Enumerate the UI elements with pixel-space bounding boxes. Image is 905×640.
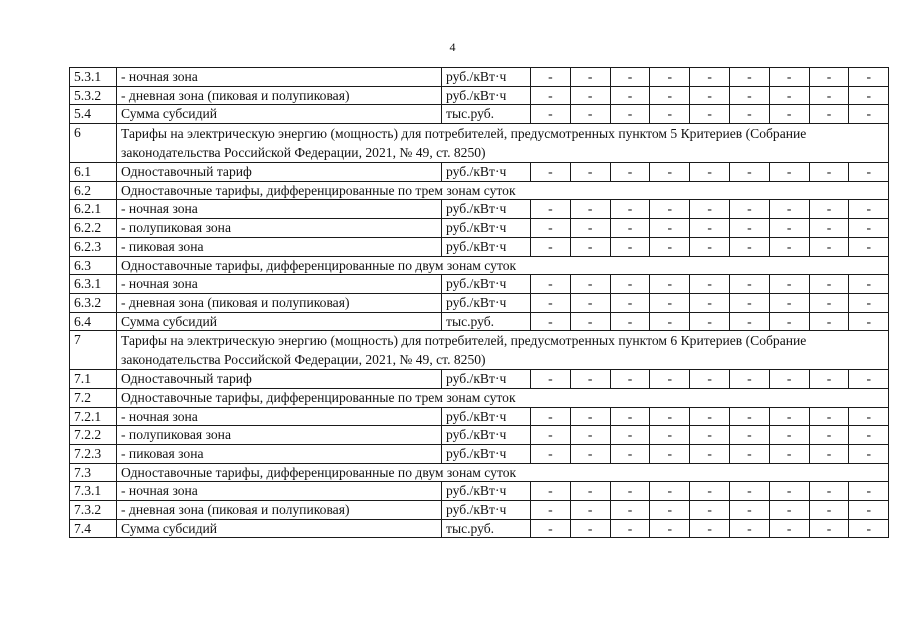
value-cell: - bbox=[610, 519, 650, 538]
value-cell: - bbox=[769, 312, 809, 331]
value-cell: - bbox=[809, 68, 849, 87]
row-name-cell: Сумма субсидий bbox=[117, 105, 442, 124]
row-number-cell: 6.1 bbox=[70, 163, 117, 182]
row-number-cell: 5.4 bbox=[70, 105, 117, 124]
value-cell: - bbox=[729, 482, 769, 501]
value-cell: - bbox=[610, 86, 650, 105]
value-cell: - bbox=[769, 426, 809, 445]
table-heading-row bbox=[70, 124, 889, 163]
value-cell: - bbox=[650, 275, 690, 294]
table-row bbox=[70, 275, 889, 294]
value-cell: - bbox=[650, 312, 690, 331]
value-cell: - bbox=[650, 501, 690, 520]
value-cell: - bbox=[570, 482, 610, 501]
value-cell: - bbox=[531, 105, 571, 124]
row-number-cell: 7.2 bbox=[70, 388, 117, 407]
table-heading-row bbox=[70, 331, 889, 370]
row-name-cell: - полупиковая зона bbox=[117, 219, 442, 238]
value-cell: - bbox=[729, 501, 769, 520]
value-cell: - bbox=[570, 519, 610, 538]
table-row bbox=[70, 370, 889, 389]
value-cell: - bbox=[809, 200, 849, 219]
value-cell: - bbox=[650, 219, 690, 238]
value-cell: - bbox=[650, 519, 690, 538]
value-cell: - bbox=[809, 219, 849, 238]
value-cell: - bbox=[729, 370, 769, 389]
value-cell: - bbox=[531, 200, 571, 219]
table-row bbox=[70, 200, 889, 219]
value-cell: - bbox=[809, 293, 849, 312]
row-name-cell: - пиковая зона bbox=[117, 237, 442, 256]
value-cell: - bbox=[531, 426, 571, 445]
value-cell: - bbox=[849, 445, 889, 464]
value-cell: - bbox=[849, 312, 889, 331]
table-section-row bbox=[70, 388, 889, 407]
table-section-row bbox=[70, 256, 889, 275]
value-cell: - bbox=[570, 68, 610, 87]
row-name-cell: - ночная зона bbox=[117, 275, 442, 294]
table-row bbox=[70, 445, 889, 464]
value-cell: - bbox=[729, 200, 769, 219]
value-cell: - bbox=[531, 293, 571, 312]
value-cell: - bbox=[531, 275, 571, 294]
value-cell: - bbox=[570, 293, 610, 312]
value-cell: - bbox=[570, 105, 610, 124]
value-cell: - bbox=[570, 86, 610, 105]
row-name-cell: - дневная зона (пиковая и полупиковая) bbox=[117, 501, 442, 520]
value-cell: - bbox=[531, 519, 571, 538]
row-number-cell: 7.2.1 bbox=[70, 407, 117, 426]
row-number-cell: 7 bbox=[70, 331, 117, 370]
table-row bbox=[70, 68, 889, 87]
value-cell: - bbox=[610, 293, 650, 312]
table-row bbox=[70, 86, 889, 105]
value-cell: - bbox=[690, 293, 730, 312]
value-cell: - bbox=[690, 426, 730, 445]
row-name-cell: Сумма субсидий bbox=[117, 312, 442, 331]
value-cell: - bbox=[769, 105, 809, 124]
value-cell: - bbox=[531, 312, 571, 331]
value-cell: - bbox=[531, 482, 571, 501]
value-cell: - bbox=[650, 426, 690, 445]
value-cell: - bbox=[769, 237, 809, 256]
value-cell: - bbox=[809, 501, 849, 520]
table-row bbox=[70, 293, 889, 312]
row-number-cell: 7.4 bbox=[70, 519, 117, 538]
value-cell: - bbox=[650, 370, 690, 389]
value-cell: - bbox=[570, 370, 610, 389]
value-cell: - bbox=[570, 407, 610, 426]
row-name-cell: - ночная зона bbox=[117, 482, 442, 501]
value-cell: - bbox=[809, 105, 849, 124]
value-cell: - bbox=[769, 219, 809, 238]
value-cell: - bbox=[610, 200, 650, 219]
value-cell: - bbox=[849, 86, 889, 105]
value-cell: - bbox=[769, 68, 809, 87]
unit-cell: руб./кВт·ч bbox=[442, 370, 531, 389]
row-name-cell: - ночная зона bbox=[117, 407, 442, 426]
value-cell: - bbox=[769, 407, 809, 426]
value-cell: - bbox=[729, 275, 769, 294]
value-cell: - bbox=[610, 312, 650, 331]
row-name-cell: Тарифы на электрическую энергию (мощность) для потребителей, предусмотренных пунктом 6 Критериев (Собрание законодательства Российской Федерации, 2021, № 49, ст. 8250) bbox=[117, 331, 889, 370]
value-cell: - bbox=[849, 519, 889, 538]
value-cell: - bbox=[849, 275, 889, 294]
table-section-row bbox=[70, 181, 889, 200]
value-cell: - bbox=[769, 275, 809, 294]
row-number-cell: 6.3.1 bbox=[70, 275, 117, 294]
table-row bbox=[70, 501, 889, 520]
row-name-cell: - пиковая зона bbox=[117, 445, 442, 464]
unit-cell: руб./кВт·ч bbox=[442, 501, 531, 520]
row-name-cell: Одноставочные тарифы, дифференцированные по трем зонам суток bbox=[117, 181, 889, 200]
value-cell: - bbox=[769, 163, 809, 182]
value-cell: - bbox=[690, 68, 730, 87]
row-number-cell: 6.2.1 bbox=[70, 200, 117, 219]
value-cell: - bbox=[809, 426, 849, 445]
value-cell: - bbox=[849, 200, 889, 219]
row-number-cell: 6.4 bbox=[70, 312, 117, 331]
value-cell: - bbox=[531, 86, 571, 105]
unit-cell: руб./кВт·ч bbox=[442, 482, 531, 501]
value-cell: - bbox=[570, 237, 610, 256]
value-cell: - bbox=[809, 407, 849, 426]
value-cell: - bbox=[531, 407, 571, 426]
value-cell: - bbox=[769, 445, 809, 464]
value-cell: - bbox=[769, 501, 809, 520]
value-cell: - bbox=[849, 407, 889, 426]
table-row bbox=[70, 482, 889, 501]
value-cell: - bbox=[849, 237, 889, 256]
unit-cell: руб./кВт·ч bbox=[442, 237, 531, 256]
unit-cell: руб./кВт·ч bbox=[442, 163, 531, 182]
row-name-cell: Одноставочный тариф bbox=[117, 370, 442, 389]
value-cell: - bbox=[610, 237, 650, 256]
unit-cell: руб./кВт·ч bbox=[442, 219, 531, 238]
unit-cell: тыс.руб. bbox=[442, 519, 531, 538]
row-name-cell: - полупиковая зона bbox=[117, 426, 442, 445]
unit-cell: руб./кВт·ч bbox=[442, 445, 531, 464]
value-cell: - bbox=[690, 407, 730, 426]
value-cell: - bbox=[690, 105, 730, 124]
value-cell: - bbox=[610, 163, 650, 182]
value-cell: - bbox=[769, 519, 809, 538]
value-cell: - bbox=[729, 105, 769, 124]
value-cell: - bbox=[610, 68, 650, 87]
unit-cell: руб./кВт·ч bbox=[442, 86, 531, 105]
value-cell: - bbox=[729, 293, 769, 312]
value-cell: - bbox=[769, 482, 809, 501]
table-section-row bbox=[70, 463, 889, 482]
table-row bbox=[70, 312, 889, 331]
value-cell: - bbox=[531, 163, 571, 182]
value-cell: - bbox=[690, 219, 730, 238]
value-cell: - bbox=[610, 501, 650, 520]
value-cell: - bbox=[849, 105, 889, 124]
value-cell: - bbox=[570, 219, 610, 238]
page-number: 4 bbox=[449, 40, 456, 54]
value-cell: - bbox=[650, 86, 690, 105]
value-cell: - bbox=[729, 86, 769, 105]
value-cell: - bbox=[729, 312, 769, 331]
value-cell: - bbox=[610, 105, 650, 124]
value-cell: - bbox=[729, 519, 769, 538]
value-cell: - bbox=[809, 163, 849, 182]
row-number-cell: 5.3.1 bbox=[70, 68, 117, 87]
value-cell: - bbox=[690, 370, 730, 389]
row-number-cell: 6 bbox=[70, 124, 117, 163]
value-cell: - bbox=[849, 501, 889, 520]
value-cell: - bbox=[769, 370, 809, 389]
value-cell: - bbox=[769, 86, 809, 105]
value-cell: - bbox=[650, 293, 690, 312]
value-cell: - bbox=[729, 219, 769, 238]
value-cell: - bbox=[809, 482, 849, 501]
row-number-cell: 7.3.1 bbox=[70, 482, 117, 501]
row-number-cell: 7.2.2 bbox=[70, 426, 117, 445]
value-cell: - bbox=[809, 445, 849, 464]
table-row bbox=[70, 163, 889, 182]
unit-cell: руб./кВт·ч bbox=[442, 407, 531, 426]
value-cell: - bbox=[849, 68, 889, 87]
value-cell: - bbox=[849, 426, 889, 445]
unit-cell: руб./кВт·ч bbox=[442, 275, 531, 294]
value-cell: - bbox=[531, 370, 571, 389]
value-cell: - bbox=[809, 370, 849, 389]
value-cell: - bbox=[809, 519, 849, 538]
table-row bbox=[70, 237, 889, 256]
value-cell: - bbox=[650, 482, 690, 501]
value-cell: - bbox=[610, 275, 650, 294]
value-cell: - bbox=[849, 219, 889, 238]
unit-cell: тыс.руб. bbox=[442, 312, 531, 331]
value-cell: - bbox=[650, 200, 690, 219]
row-name-cell: - дневная зона (пиковая и полупиковая) bbox=[117, 86, 442, 105]
value-cell: - bbox=[570, 163, 610, 182]
unit-cell: тыс.руб. bbox=[442, 105, 531, 124]
value-cell: - bbox=[610, 482, 650, 501]
value-cell: - bbox=[531, 445, 571, 464]
value-cell: - bbox=[729, 445, 769, 464]
value-cell: - bbox=[729, 426, 769, 445]
row-name-cell: Одноставочные тарифы, дифференцированные по двум зонам суток bbox=[117, 463, 889, 482]
value-cell: - bbox=[849, 370, 889, 389]
row-name-cell: Сумма субсидий bbox=[117, 519, 442, 538]
value-cell: - bbox=[690, 519, 730, 538]
value-cell: - bbox=[849, 482, 889, 501]
value-cell: - bbox=[729, 237, 769, 256]
table-row bbox=[70, 519, 889, 538]
row-number-cell: 6.3.2 bbox=[70, 293, 117, 312]
table-row bbox=[70, 219, 889, 238]
value-cell: - bbox=[610, 426, 650, 445]
value-cell: - bbox=[570, 501, 610, 520]
table-row bbox=[70, 426, 889, 445]
value-cell: - bbox=[769, 293, 809, 312]
value-cell: - bbox=[531, 501, 571, 520]
row-name-cell: - ночная зона bbox=[117, 68, 442, 87]
value-cell: - bbox=[809, 237, 849, 256]
value-cell: - bbox=[570, 426, 610, 445]
row-number-cell: 7.3.2 bbox=[70, 501, 117, 520]
value-cell: - bbox=[690, 200, 730, 219]
unit-cell: руб./кВт·ч bbox=[442, 68, 531, 87]
value-cell: - bbox=[690, 312, 730, 331]
value-cell: - bbox=[570, 200, 610, 219]
value-cell: - bbox=[531, 219, 571, 238]
value-cell: - bbox=[809, 312, 849, 331]
value-cell: - bbox=[570, 445, 610, 464]
value-cell: - bbox=[650, 68, 690, 87]
value-cell: - bbox=[570, 275, 610, 294]
value-cell: - bbox=[690, 163, 730, 182]
row-number-cell: 6.2.3 bbox=[70, 237, 117, 256]
unit-cell: руб./кВт·ч bbox=[442, 426, 531, 445]
table-body bbox=[70, 68, 889, 538]
value-cell: - bbox=[690, 86, 730, 105]
value-cell: - bbox=[650, 163, 690, 182]
value-cell: - bbox=[690, 445, 730, 464]
row-name-cell: Одноставочный тариф bbox=[117, 163, 442, 182]
value-cell: - bbox=[690, 501, 730, 520]
row-number-cell: 6.2.2 bbox=[70, 219, 117, 238]
row-name-cell: Тарифы на электрическую энергию (мощность) для потребителей, предусмотренных пунктом 5 Критериев (Собрание законодательства Российской Федерации, 2021, № 49, ст. 8250) bbox=[117, 124, 889, 163]
value-cell: - bbox=[809, 86, 849, 105]
value-cell: - bbox=[610, 370, 650, 389]
value-cell: - bbox=[729, 407, 769, 426]
value-cell: - bbox=[650, 105, 690, 124]
value-cell: - bbox=[849, 293, 889, 312]
value-cell: - bbox=[610, 445, 650, 464]
value-cell: - bbox=[650, 407, 690, 426]
value-cell: - bbox=[531, 237, 571, 256]
value-cell: - bbox=[570, 312, 610, 331]
value-cell: - bbox=[769, 200, 809, 219]
value-cell: - bbox=[610, 407, 650, 426]
unit-cell: руб./кВт·ч bbox=[442, 200, 531, 219]
value-cell: - bbox=[531, 68, 571, 87]
value-cell: - bbox=[690, 482, 730, 501]
value-cell: - bbox=[809, 275, 849, 294]
row-name-cell: - дневная зона (пиковая и полупиковая) bbox=[117, 293, 442, 312]
value-cell: - bbox=[610, 219, 650, 238]
row-number-cell: 7.2.3 bbox=[70, 445, 117, 464]
value-cell: - bbox=[729, 163, 769, 182]
unit-cell: руб./кВт·ч bbox=[442, 293, 531, 312]
row-number-cell: 5.3.2 bbox=[70, 86, 117, 105]
table-row bbox=[70, 105, 889, 124]
row-number-cell: 6.3 bbox=[70, 256, 117, 275]
value-cell: - bbox=[650, 445, 690, 464]
value-cell: - bbox=[650, 237, 690, 256]
row-name-cell: - ночная зона bbox=[117, 200, 442, 219]
value-cell: - bbox=[690, 275, 730, 294]
row-name-cell: Одноставочные тарифы, дифференцированные по двум зонам суток bbox=[117, 256, 889, 275]
row-number-cell: 7.3 bbox=[70, 463, 117, 482]
table-row bbox=[70, 407, 889, 426]
tariff-table bbox=[69, 67, 889, 538]
row-number-cell: 7.1 bbox=[70, 370, 117, 389]
value-cell: - bbox=[690, 237, 730, 256]
row-name-cell: Одноставочные тарифы, дифференцированные по трем зонам суток bbox=[117, 388, 889, 407]
value-cell: - bbox=[849, 163, 889, 182]
value-cell: - bbox=[729, 68, 769, 87]
row-number-cell: 6.2 bbox=[70, 181, 117, 200]
